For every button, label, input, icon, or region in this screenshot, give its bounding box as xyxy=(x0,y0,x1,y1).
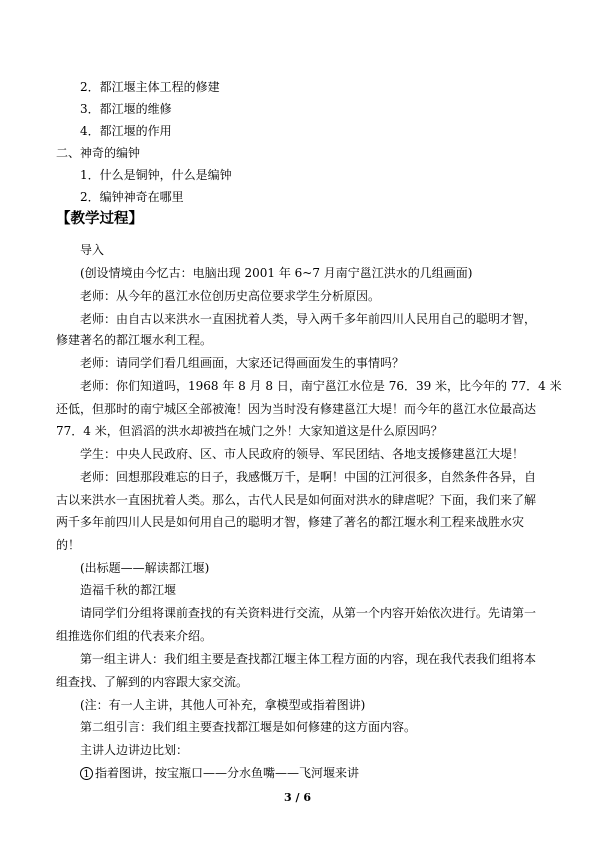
paragraph-line: 造福千秋的都江堰 xyxy=(80,583,177,597)
paragraph-line: 请同学们分组将课前查找的有关资料进行交流，从第一个内容开始依次进行。先请第一 xyxy=(80,606,537,620)
circled-number-marker: 1 xyxy=(80,767,93,780)
paragraph-line: 古以来洪水一直困扰着人类。那么，古代人民是如何面对洪水的肆虐呢？下面，我们来了解 xyxy=(56,493,537,507)
outline-sub-1: 1．什么是铜钟，什么是编钟 xyxy=(80,168,232,182)
paragraph-line: 老师：回想那段难忘的日子，我感慨万千，是啊！中国的江河很多，自然条件各异，自 xyxy=(80,470,537,484)
paragraph-line: 学生：中央人民政府、区、市人民政府的领导、军民团结、各地支援修建邕江大堤！ xyxy=(80,447,525,461)
paragraph-line: 77．4 米，但滔滔的洪水却被挡在城门之外！大家知道这是什么原因吗？ xyxy=(56,424,443,438)
paragraph-line: 第二组引言：我们组主要查找都江堰是如何修建的这方面内容。 xyxy=(80,720,417,734)
page-number: 3 / 6 xyxy=(284,791,311,804)
paragraph-line-text: 指着图讲，按宝瓶口——分水鱼嘴——飞河堰来讲 xyxy=(95,766,360,780)
paragraph-line: 组查找、了解到的内容跟大家交流。 xyxy=(56,675,249,689)
paragraph-line: 第一组主讲人：我们组主要是查找都江堰主体工程方面的内容，现在我代表我们组将本 xyxy=(80,652,537,666)
paragraph-line: 主讲人边讲边比划： xyxy=(80,743,189,757)
paragraph-line: 导入 xyxy=(80,243,105,257)
paragraph-line: 老师：你们知道吗，1968 年 8 月 8 日，南宁邕江水位是 76．39 米，比今年的 77．4 米 xyxy=(80,379,562,393)
paragraph-line: 的！ xyxy=(56,538,81,552)
paragraph-line: 还低，但那时的南宁城区全部被淹！因为当时没有修建邕江大堤！而今年的邕江水位最高达 xyxy=(56,402,537,416)
paragraph-line: (注：有一人主讲，其他人可补充，拿模型或指着图讲) xyxy=(80,698,366,712)
outline-item-2: 2．都江堰主体工程的修建 xyxy=(80,80,220,94)
paragraph-line xyxy=(80,765,359,781)
paragraph-line: 修建著名的都江堰水利工程。 xyxy=(56,333,213,347)
paragraph-line: 老师：请同学们看几组画面，大家还记得画面发生的事情吗？ xyxy=(80,356,405,370)
paragraph-line: 老师：从今年的邕江水位创历史高位要求学生分析原因。 xyxy=(80,289,381,303)
paragraph-line: 两千多年前四川人民是如何用自己的聪明才智，修建了著名的都江堰水利工程来战胜水灾 xyxy=(56,515,525,529)
outline-item-3: 3．都江堰的维修 xyxy=(80,102,172,116)
paragraph-line: 老师：由自古以来洪水一直困扰着人类，导入两千多年前四川人民用自己的聪明才智， xyxy=(80,312,537,326)
paragraph-line: (出标题——解读都江堰) xyxy=(80,561,210,575)
outline-section-2: 二、神奇的编钟 xyxy=(56,146,141,160)
outline-sub-2: 2．编钟神奇在哪里 xyxy=(80,190,184,204)
paragraph-line: (创设情境由今忆古：电脑出现 2001 年 6~7 月南宁邕江洪水的几组画面) xyxy=(80,266,473,280)
section-heading: 【教学过程】 xyxy=(56,211,143,227)
outline-item-4: 4．都江堰的作用 xyxy=(80,124,172,138)
paragraph-line: 组推选你们组的代表来介绍。 xyxy=(56,629,213,643)
